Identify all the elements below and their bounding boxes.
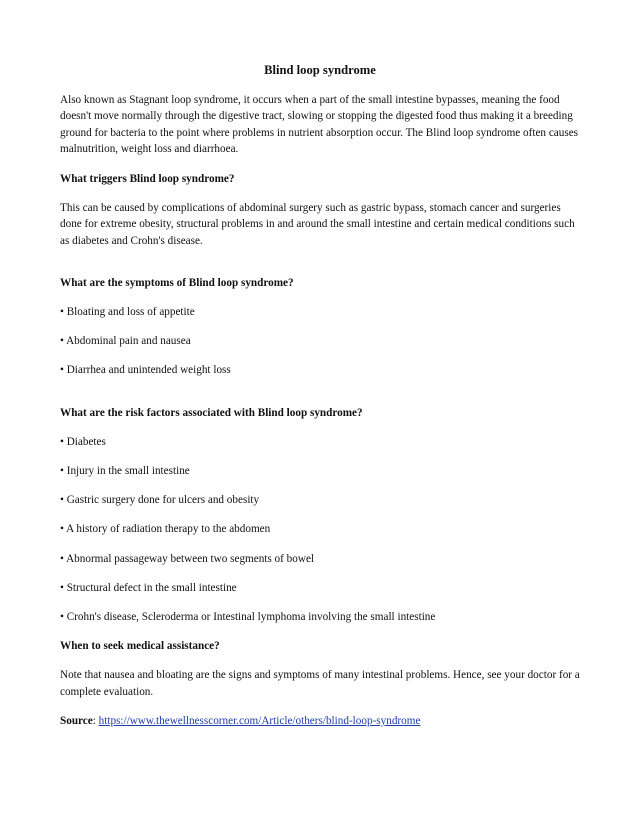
source-line [60,713,580,729]
heading-risk-factors: What are the risk factors associated with Blind loop syndrome? [60,406,363,419]
assistance-paragraph: Note that nausea and bloating are the signs and symptoms of many intestinal problems. Hence, see your doctor for a complete evaluation. [60,669,580,698]
page-title: Blind loop syndrome [264,63,376,77]
triggers-paragraph: This can be caused by complications of abdominal surgery such as gastric bypass, stomach cancer and surgeries done for extreme obesity, structural problems in and around the small intestine and certain medical conditions such as diabetes and Crohn's disease. [60,202,575,247]
source-link[interactable]: https://www.thewellnesscorner.com/Article/others/blind-loop-syndrome [98,714,421,727]
symptom-item: • Diarrhea and unintended weight loss [60,364,231,377]
heading-triggers: What triggers Blind loop syndrome? [60,173,235,186]
risk-factor-item: • Structural defect in the small intestine [60,581,237,594]
heading-assistance: When to seek medical assistance? [60,640,220,653]
source-label: Source [60,714,93,727]
risk-factor-item: • Diabetes [60,435,106,448]
heading-symptoms: What are the symptoms of Blind loop syndrome? [60,276,294,289]
risk-factor-item: • A history of radiation therapy to the abdomen [60,523,271,536]
risk-factor-item: • Injury in the small intestine [60,465,190,478]
symptom-item: • Abdominal pain and nausea [60,335,191,348]
risk-factor-item: • Crohn's disease, Scleroderma or Intestinal lymphoma involving the small intestine [60,611,436,624]
symptom-item: • Bloating and loss of appetite [60,306,195,319]
risk-factor-item: • Gastric surgery done for ulcers and obesity [60,494,260,507]
risk-factor-item: • Abnormal passageway between two segments of bowel [60,552,315,565]
intro-paragraph: Also known as Stagnant loop syndrome, it occurs when a part of the small intestine bypasses, meaning the food doesn't move normally through the digestive tract, slowing or stopping the digested food thus making it a breeding ground for bacteria to the point where problems in nutrient absorption occur. The Blind loop syndrome often causes malnutrition, weight loss and diarrhoea. [60,94,579,155]
source-separator: : [92,714,99,727]
